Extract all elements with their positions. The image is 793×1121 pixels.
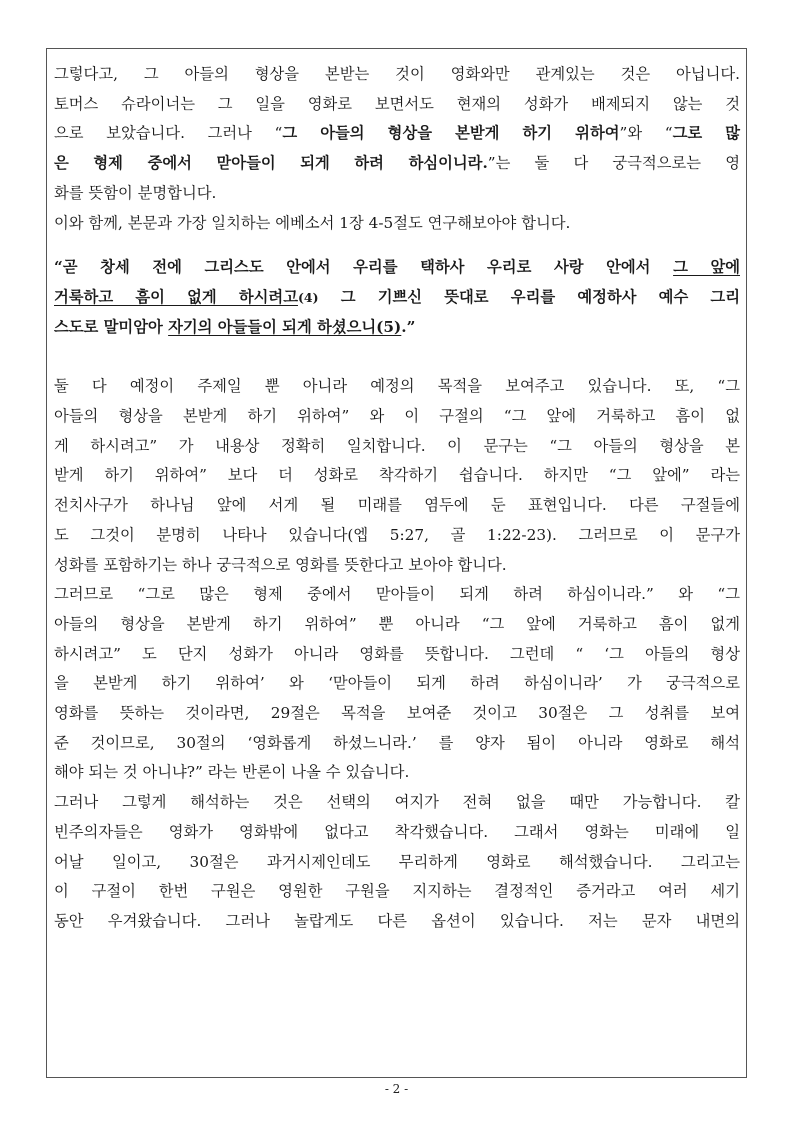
quote-underlined-text: 거룩하고 흠이 없게 하시려고	[54, 287, 298, 306]
text-line: 그렇다고, 그 아들의 형상을 본받는 것이 영화와만 관계있는 것은 아닙니다.	[54, 65, 740, 83]
quote-line-3	[54, 313, 740, 343]
text-line: 빈주의자들은 영화가 영화밖에 없다고 착각했습니다. 그래서 영화는 미래에 일	[54, 822, 740, 841]
quote-text: “곧 창세 전에 그리스도 안에서 우리를 택하사 우리로 사랑 안에서	[54, 258, 674, 277]
text-line: 해야 되는 것 아니냐?” 라는 반론이 나올 수 있습니다.	[54, 763, 410, 782]
quote-underlined-text: 그 앞에	[673, 258, 740, 277]
bold-quote-text: 그 아들의 형상을 본받게 하기 위하여	[282, 124, 620, 143]
quote-line-2	[54, 283, 740, 313]
quote-text: 스도로 말미암아	[54, 317, 169, 336]
text-line: 토머스 슈라이너는 그 일을 영화로 보면서도 현재의 성화가 배제되지 않는 것	[54, 94, 740, 113]
text-line: 이와 함께, 본문과 가장 일치하는 에베소서 1장 4-5절도 연구해보아야 합니다.	[54, 213, 571, 232]
paragraph-4	[54, 580, 740, 788]
paragraph-2	[54, 209, 740, 239]
text-line: 그러나 그렇게 해석하는 것은 선택의 여지가 전혀 없을 때만 가능합니다. 칼	[54, 793, 740, 812]
scripture-quote	[54, 253, 740, 342]
page-number: - 2 -	[384, 1082, 409, 1096]
paragraph-5	[54, 788, 740, 937]
verse-number: (4)	[297, 289, 319, 305]
text-line: 을 본받게 하기 위하여’ 와 ‘맏아들이 되게 하려 하심이니라’ 가 궁극적으로	[54, 674, 740, 693]
text-line: 이 구절이 한번 구원은 영원한 구원을 지지하는 결정적인 증거라고 여러 세기	[54, 882, 740, 901]
quote-underlined-text: 자기의 아들들이 되게 하셨으니(5)	[168, 317, 402, 336]
paragraph-3	[54, 372, 740, 580]
text-line: 영화를 뜻하는 것이라면, 29절은 목적을 보여준 것이고 30절은 그 성취를 보여	[54, 704, 740, 723]
text-line	[54, 149, 740, 179]
text-line: 도 그것이 분명히 나타나 있습니다(엡 5:27, 골 1:22-23). 그러므로 이 문구가	[54, 525, 740, 544]
text-run: ”는 둘 다 궁극적으로는 영	[487, 154, 740, 173]
text-line: 어날 일이고, 30절은 과거시제인데도 무리하게 영화로 해석했습니다. 그리고는	[54, 852, 740, 871]
bold-quote-text: 은 형제 중에서 맏아들이 되게 하려 하심이니라.	[54, 154, 488, 173]
quote-text: 그 기쁘신 뜻대로 우리를 예정하사 예수 그리	[318, 287, 740, 306]
document-body	[54, 60, 740, 937]
text-run: ”와 “	[619, 124, 673, 143]
text-line	[54, 119, 740, 149]
text-line: 아들의 형상을 본받게 하기 위하여” 와 이 구절의 “그 앞에 거룩하고 흠이 없	[54, 407, 740, 426]
text-line: 게 하시려고” 가 내용상 정확히 일치합니다. 이 문구는 “그 아들의 형상을 본	[54, 436, 740, 455]
text-run: 으로 보았습니다. 그러나 “	[54, 124, 283, 143]
text-line: 하시려고” 도 단지 성화가 아니라 영화를 뜻합니다. 그런데 “ ‘그 아들의 형상	[54, 644, 740, 663]
text-line: 준 것이므로, 30절의 ‘영화롭게 하셨느니라.’ 를 양자 됨이 아니라 영화로 해석	[54, 733, 740, 752]
paragraph-1	[54, 60, 740, 209]
quote-line-1	[54, 253, 740, 283]
bold-quote-text: 그로 많	[672, 124, 741, 143]
text-line: 그러므로 “그로 많은 형제 중에서 맏아들이 되게 하려 하심이니라.” 와 “그	[54, 585, 740, 604]
text-line: 화를 뜻함이 분명합니다.	[54, 183, 217, 202]
text-line: 성화를 포함하기는 하나 궁극적으로 영화를 뜻한다고 보아야 합니다.	[54, 555, 507, 574]
text-line: 받게 하기 위하여” 보다 더 성화로 착각하기 쉽습니다. 하지만 “그 앞에” 라는	[54, 466, 740, 485]
text-line: 동안 우겨왔습니다. 그러나 놀랍게도 다른 옵션이 있습니다. 저는 문자 내면의	[54, 911, 740, 930]
quote-close: .”	[401, 317, 416, 336]
text-line: 전치사구가 하나님 앞에 서게 될 미래를 염두에 둔 표현입니다. 다른 구절들에	[54, 496, 740, 515]
text-line: 둘 다 예정이 주제일 뿐 아니라 예정의 목적을 보여주고 있습니다. 또, “그	[54, 377, 740, 396]
text-line: 아들의 형상을 본받게 하기 위하여” 뿐 아니라 “그 앞에 거룩하고 흠이 없게	[54, 614, 740, 633]
